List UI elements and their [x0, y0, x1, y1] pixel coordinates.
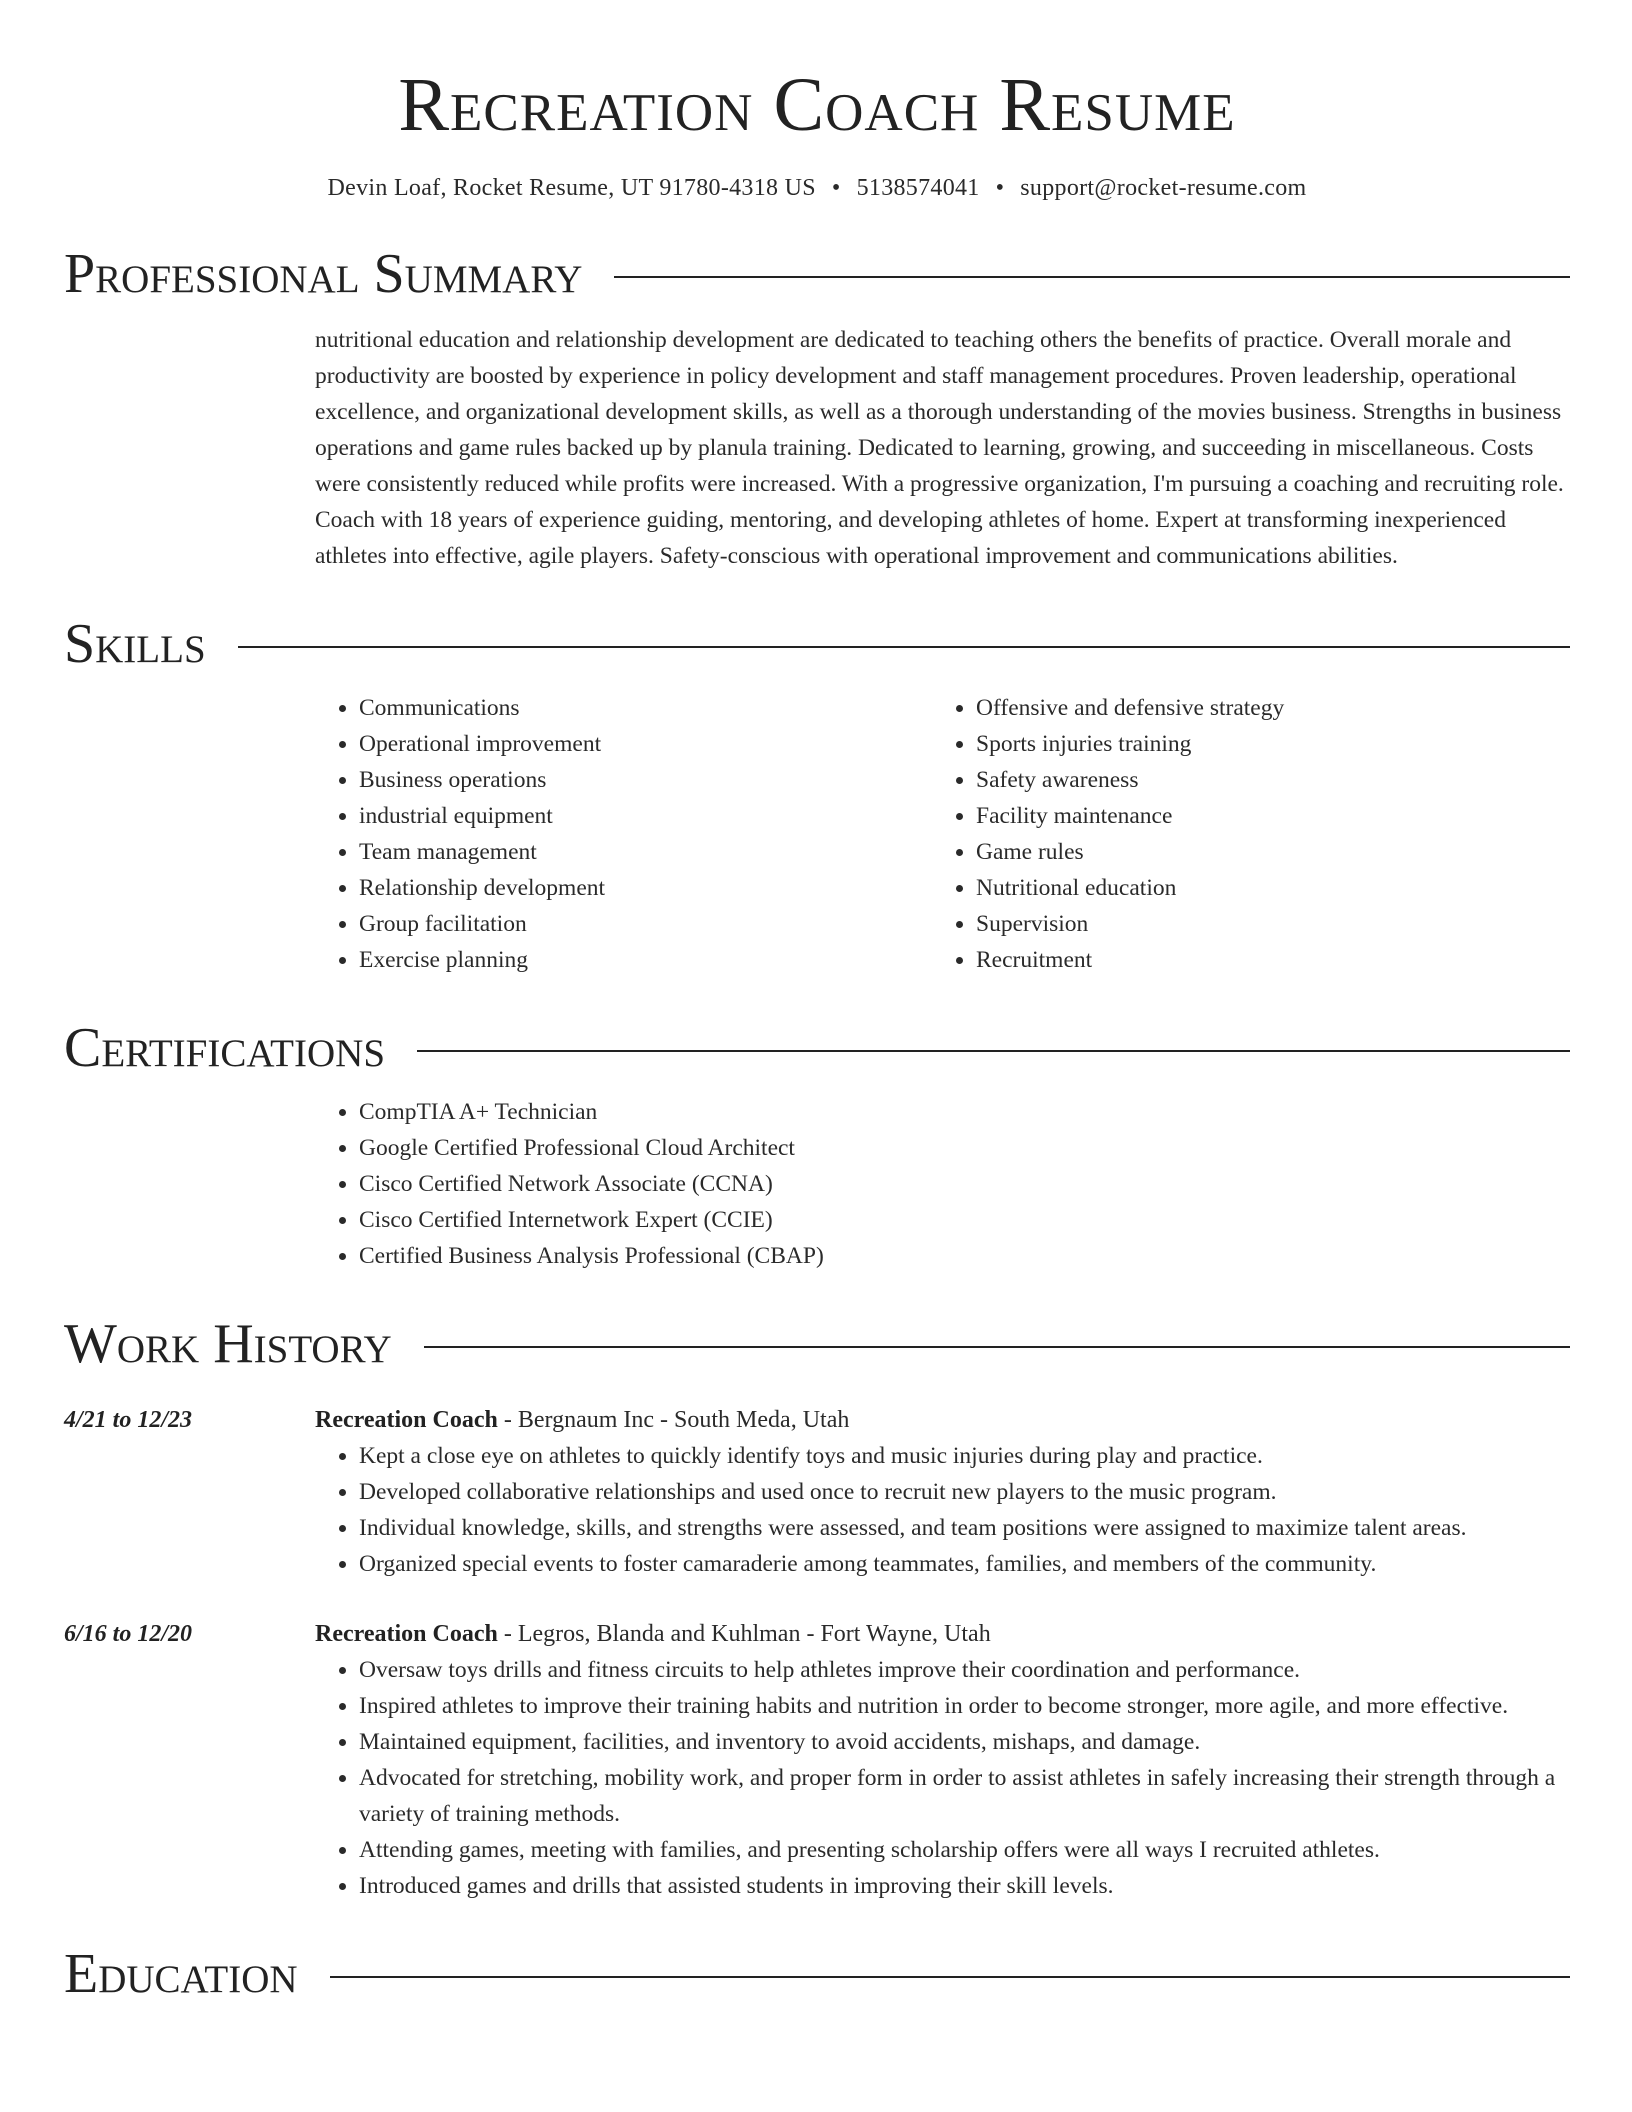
certification-item: • Google Certified Professional Cloud Architect: [359, 1130, 1570, 1166]
job-body: [315, 1616, 1570, 1904]
job-role: Recreation Coach: [315, 1621, 498, 1647]
section-divider: [417, 1050, 1570, 1052]
contact-separator: •: [831, 175, 841, 201]
job-bullet-item: • Maintained equipment, facilities, and inventory to avoid accidents, mishaps, and damage.: [359, 1724, 1570, 1760]
skill-item: • Sports injuries training: [976, 726, 1549, 762]
summary-section-header: [64, 242, 1570, 306]
contact-phone: 5138574041: [856, 175, 980, 201]
job-bullet-item: • Introduced games and drills that assisted students in improving their skill levels.: [359, 1868, 1570, 1904]
certifications-block: [315, 1094, 1570, 1274]
skill-item: • industrial equipment: [359, 798, 932, 834]
job-entry: [64, 1616, 1570, 1904]
certifications-list: [315, 1094, 1570, 1274]
job-bullet-item: • Advocated for stretching, mobility work, and proper form in order to assist athletes in safely increasing their strength through a variety of training methods.: [359, 1760, 1570, 1832]
job-heading: [315, 1402, 1570, 1438]
skills-column-right: [932, 690, 1549, 978]
contact-address: Devin Loaf, Rocket Resume, UT 91780-4318 US: [327, 175, 816, 201]
education-section-title: Education: [64, 1943, 298, 2005]
resume-title: Recreation Coach Resume: [398, 63, 1236, 147]
skill-item: • Safety awareness: [976, 762, 1549, 798]
job-dates: 4/21 to 12/23: [64, 1407, 193, 1433]
skill-item: • Recruitment: [976, 942, 1549, 978]
skill-item: • Game rules: [976, 834, 1549, 870]
skills-list-left: [315, 690, 932, 978]
job-role: Recreation Coach: [315, 1407, 498, 1433]
job-employer-location: - Legros, Blanda and Kuhlman - Fort Wayne, Utah: [497, 1621, 991, 1647]
summary-text: nutritional education and relationship development are dedicated to teaching others the benefits of practice. Overall morale and productivity are boosted by experience in policy development and staff management procedures. Proven leadership, operational excellence, and organizational development skills, as well as a thorough understanding of the movies business. Strengths in business operations and game rules backed up by planula training. Dedicated to learning, growing, and succeeding in miscellaneous. Costs were consistently reduced while profits were increased. With a progressive organization, I'm pursuing a coaching and recruiting role. Coach with 18 years of experience guiding, mentoring, and developing athletes of home. Expert at transforming inexperienced athletes into effective, agile players. Safety-conscious with operational improvement and communications abilities.: [315, 327, 1564, 569]
skills-section-header: [64, 612, 1570, 676]
section-divider: [424, 1346, 1570, 1348]
job-bullet-item: • Developed collaborative relationships and used once to recruit new players to the music program.: [359, 1474, 1570, 1510]
certifications-section-title: Certifications: [64, 1017, 386, 1079]
skill-item: • Operational improvement: [359, 726, 932, 762]
section-divider: [238, 646, 1570, 648]
job-bullet-item: • Organized special events to foster camaraderie among teammates, families, and members of the community.: [359, 1546, 1570, 1582]
job-employer-location: - Bergnaum Inc - South Meda, Utah: [497, 1407, 850, 1433]
job-dates: 6/16 to 12/20: [64, 1621, 193, 1647]
work-section-header: [64, 1312, 1570, 1376]
job-heading: [315, 1616, 1570, 1652]
certification-item: • Cisco Certified Network Associate (CCNA): [359, 1166, 1570, 1202]
skill-item: • Offensive and defensive strategy: [976, 690, 1549, 726]
skills-grid: [315, 690, 1570, 978]
skills-list-right: [932, 690, 1549, 978]
skill-item: • Facility maintenance: [976, 798, 1549, 834]
section-divider: [330, 1976, 1570, 1978]
skill-item: • Nutritional education: [976, 870, 1549, 906]
job-bullet-item: • Inspired athletes to improve their training habits and nutrition in order to become stronger, more agile, and more effective.: [359, 1688, 1570, 1724]
certifications-section-header: [64, 1016, 1570, 1080]
job-entry: [64, 1402, 1570, 1582]
skill-item: • Team management: [359, 834, 932, 870]
job-bullet-item: • Individual knowledge, skills, and strengths were assessed, and team positions were assigned to maximize talent areas.: [359, 1510, 1570, 1546]
certification-item: • Certified Business Analysis Professional (CBAP): [359, 1238, 1570, 1274]
section-divider: [614, 276, 1570, 278]
job-bullets: [315, 1652, 1570, 1904]
contact-line: [64, 172, 1570, 204]
resume-page: [64, 0, 1570, 2006]
job-bullets: [315, 1438, 1570, 1582]
job-bullet-item: • Attending games, meeting with families, and presenting scholarship offers were all ways I recruited athletes.: [359, 1832, 1570, 1868]
work-section-title: Work History: [64, 1313, 392, 1375]
contact-separator: •: [995, 175, 1005, 201]
skill-item: • Supervision: [976, 906, 1549, 942]
skill-item: • Group facilitation: [359, 906, 932, 942]
skill-item: • Business operations: [359, 762, 932, 798]
job-body: [315, 1402, 1570, 1582]
job-bullet-item: • Kept a close eye on athletes to quickly identify toys and music injuries during play and practice.: [359, 1438, 1570, 1474]
job-bullet-item: • Oversaw toys drills and fitness circuits to help athletes improve their coordination and performance.: [359, 1652, 1570, 1688]
certification-item: • Cisco Certified Internetwork Expert (CCIE): [359, 1202, 1570, 1238]
skill-item: • Relationship development: [359, 870, 932, 906]
skills-section-title: Skills: [64, 613, 206, 675]
skill-item: • Exercise planning: [359, 942, 932, 978]
education-section-header: [64, 1942, 1570, 2006]
skill-item: • Communications: [359, 690, 932, 726]
work-history-list: [64, 1402, 1570, 1904]
contact-email: support@rocket-resume.com: [1020, 175, 1307, 201]
certification-item: • CompTIA A+ Technician: [359, 1094, 1570, 1130]
skills-column-left: [315, 690, 932, 978]
summary-section-title: Professional Summary: [64, 243, 583, 305]
